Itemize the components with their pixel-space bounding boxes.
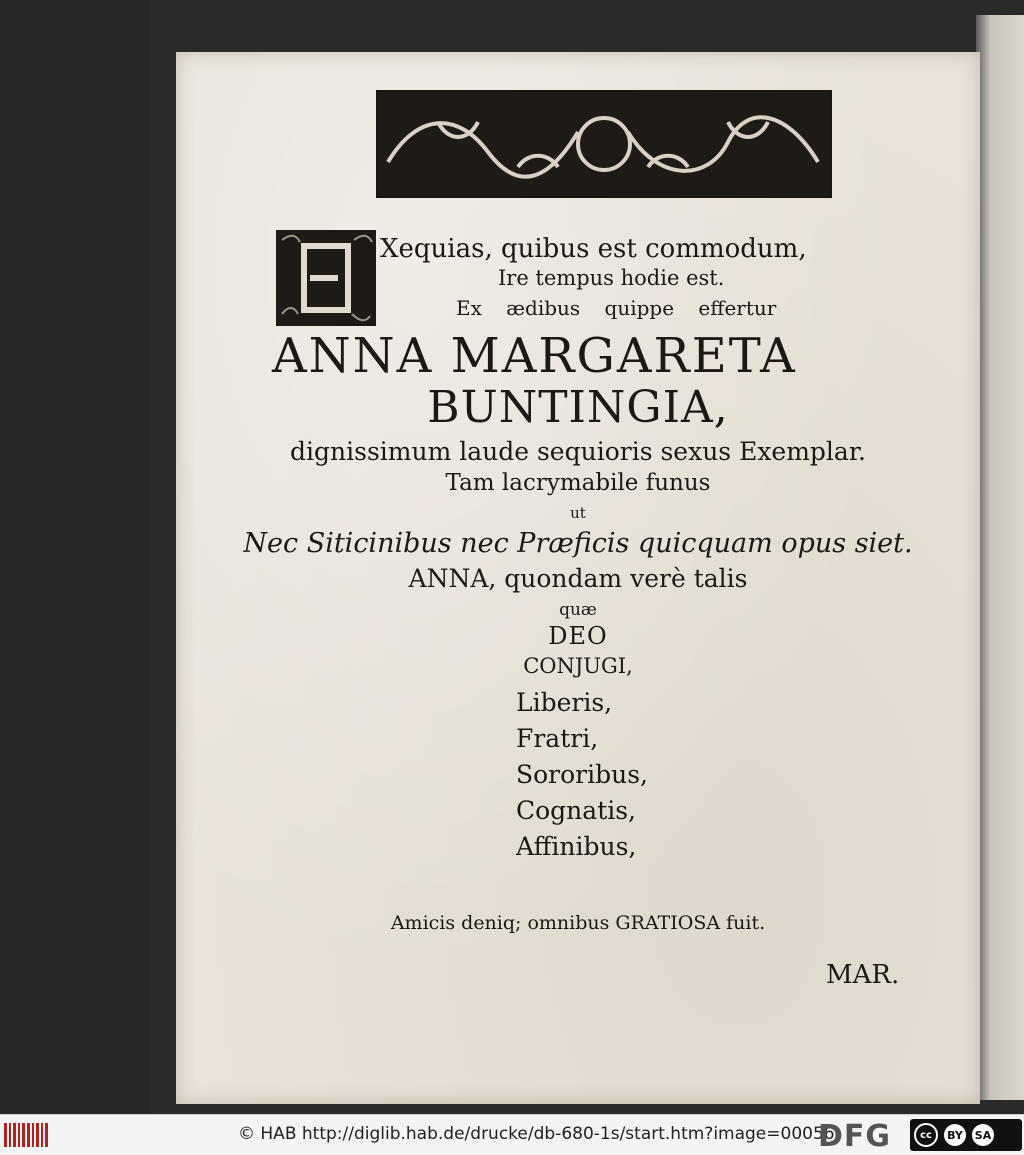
catchword: MAR. (826, 960, 900, 990)
left-page-edge (0, 0, 150, 1114)
list-item: Cognatis, (516, 796, 637, 825)
text-line-8: ut (570, 504, 586, 522)
text-line-10: ANNA, quondam verè talis (408, 564, 748, 593)
sa-icon: SA (972, 1124, 994, 1146)
list-item: Affinibus, (516, 832, 637, 861)
cc-license-badge[interactable] (910, 1119, 1022, 1151)
text-line-final: Amicis deniq; omnibus GRATIOSA fuit. (390, 912, 766, 934)
by-icon: BY (944, 1124, 966, 1146)
text-line-12: DEO (548, 622, 608, 650)
text-line-11: quæ (559, 600, 597, 620)
initial-e-icon (276, 230, 376, 326)
heading-surname: BUNTINGIA, (427, 382, 729, 433)
text-line-6: dignissimum laude sequioris sexus Exemplar. (290, 437, 866, 466)
text-line-13: CONJUGI, (523, 654, 633, 678)
cc-icon: cc (914, 1123, 938, 1147)
text-line-1: Xequias, quibus est commodum, (380, 234, 807, 264)
scanned-page (176, 52, 980, 1104)
barcode-icon (4, 1123, 48, 1147)
heading-name: ANNA MARGARETA (272, 328, 797, 384)
text-line-9: Nec Siticinibus nec Præficis quicquam opus siet. (243, 528, 913, 559)
facing-page-edge (976, 15, 1024, 1100)
list-item: Liberis, (516, 688, 613, 717)
text-line-7: Tam lacrymabile funus (445, 470, 711, 496)
list-item: Sororibus, (516, 760, 649, 789)
dfg-logo: DFG (818, 1119, 892, 1154)
list-item: Fratri, (516, 724, 599, 753)
text-line-3: Ex ædibus quippe effertur (456, 296, 777, 320)
text-line-2: Ire tempus hodie est. (498, 266, 725, 290)
decorative-headpiece (376, 90, 832, 198)
source-url[interactable]: © HAB http://diglib.hab.de/drucke/db-680-1s/start.htm?image=00056 (238, 1124, 835, 1144)
headpiece-ornament-icon (378, 92, 830, 196)
decorated-initial-e (276, 230, 376, 326)
footer-bar (0, 1114, 1024, 1155)
